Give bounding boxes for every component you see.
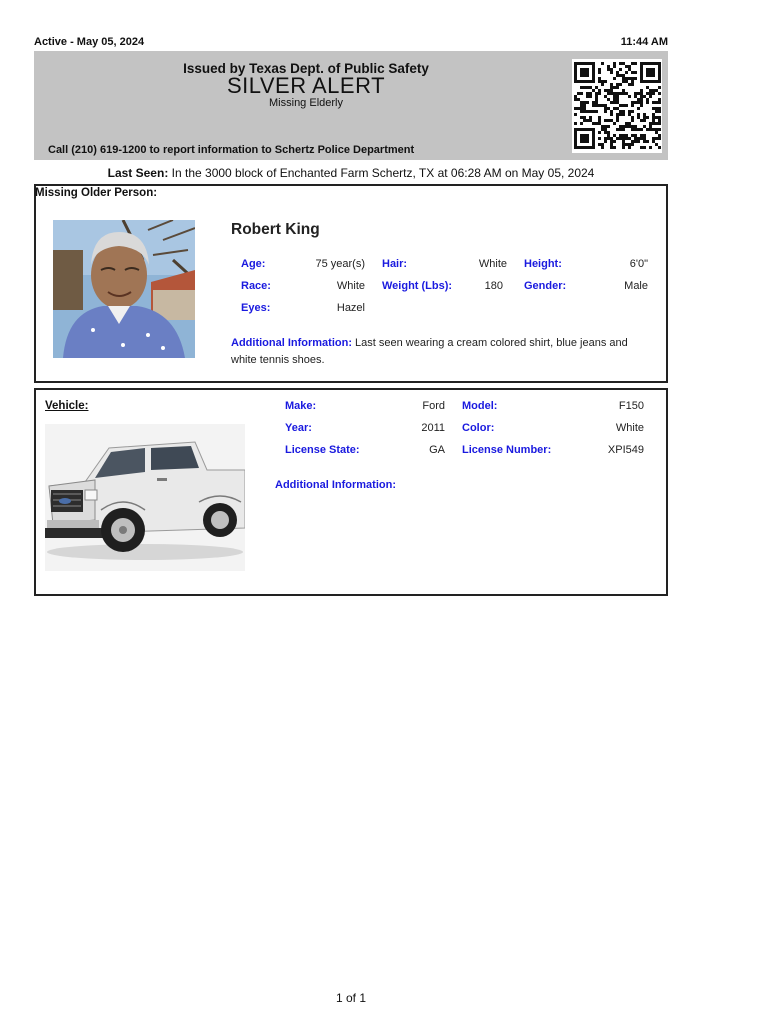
- vehicle-photo: [45, 424, 245, 571]
- eyes-label: Eyes:: [241, 302, 271, 314]
- alert-subtitle: Missing Elderly: [269, 97, 343, 109]
- person-additional-label: Additional Information:: [231, 337, 352, 349]
- make-value: Ford: [422, 400, 445, 412]
- issued-by: Issued by Texas Dept. of Public Safety: [183, 61, 429, 76]
- license-state-value: GA: [429, 444, 445, 456]
- model-label: Model:: [462, 400, 498, 412]
- height-value: 6'0": [629, 258, 648, 270]
- year-value: 2011: [421, 422, 445, 434]
- gender-label: Gender:: [524, 280, 567, 292]
- height-label: Height:: [524, 258, 562, 270]
- last-seen-line: [34, 166, 668, 180]
- model-value: F150: [618, 400, 644, 412]
- hair-value: White: [478, 258, 507, 270]
- color-value: White: [615, 422, 644, 434]
- vehicle-additional-label: Additional Information:: [275, 479, 396, 491]
- race-label: Race:: [241, 280, 271, 292]
- color-label: Color:: [462, 422, 495, 434]
- person-additional-text: Last seen wearing a cream colored shirt, blue jeans and white tennis shoes.: [231, 337, 628, 366]
- alert-title: SILVER ALERT: [226, 73, 386, 98]
- person-additional-info: [231, 335, 656, 368]
- make-label: Make:: [285, 400, 317, 412]
- alert-banner: [34, 51, 668, 160]
- qr-code-icon[interactable]: [572, 59, 662, 153]
- license-state-label: License State:: [285, 444, 360, 456]
- call-to-report: Call (210) 619-1200 to report information to Schertz Police Department: [48, 144, 415, 156]
- page-number: 1 of 1: [335, 991, 367, 1005]
- missing-person-heading: Missing Older Person:: [35, 187, 158, 199]
- alert-time: 11:44 AM: [620, 36, 668, 48]
- age-value: 75 year(s): [315, 258, 365, 270]
- last-seen-label: Last Seen:: [107, 166, 169, 180]
- age-label: Age:: [241, 258, 266, 270]
- alert-status-date: Active - May 05, 2024: [34, 36, 145, 48]
- gender-value: Male: [624, 280, 648, 292]
- last-seen-text: In the 3000 block of Enchanted Farm Schertz, TX at 06:28 AM on May 05, 2024: [171, 166, 595, 180]
- license-number-label: License Number:: [462, 444, 552, 456]
- license-number-value: XPI549: [607, 444, 644, 456]
- race-value: White: [336, 280, 365, 292]
- vehicle-heading: Vehicle:: [45, 400, 89, 412]
- weight-label: Weight (Lbs):: [382, 280, 453, 292]
- eyes-value: Hazel: [336, 302, 365, 314]
- person-photo: [53, 220, 195, 358]
- person-name: Robert King: [231, 221, 320, 238]
- hair-label: Hair:: [382, 258, 408, 270]
- year-label: Year:: [285, 422, 312, 434]
- weight-value: 180: [484, 280, 503, 292]
